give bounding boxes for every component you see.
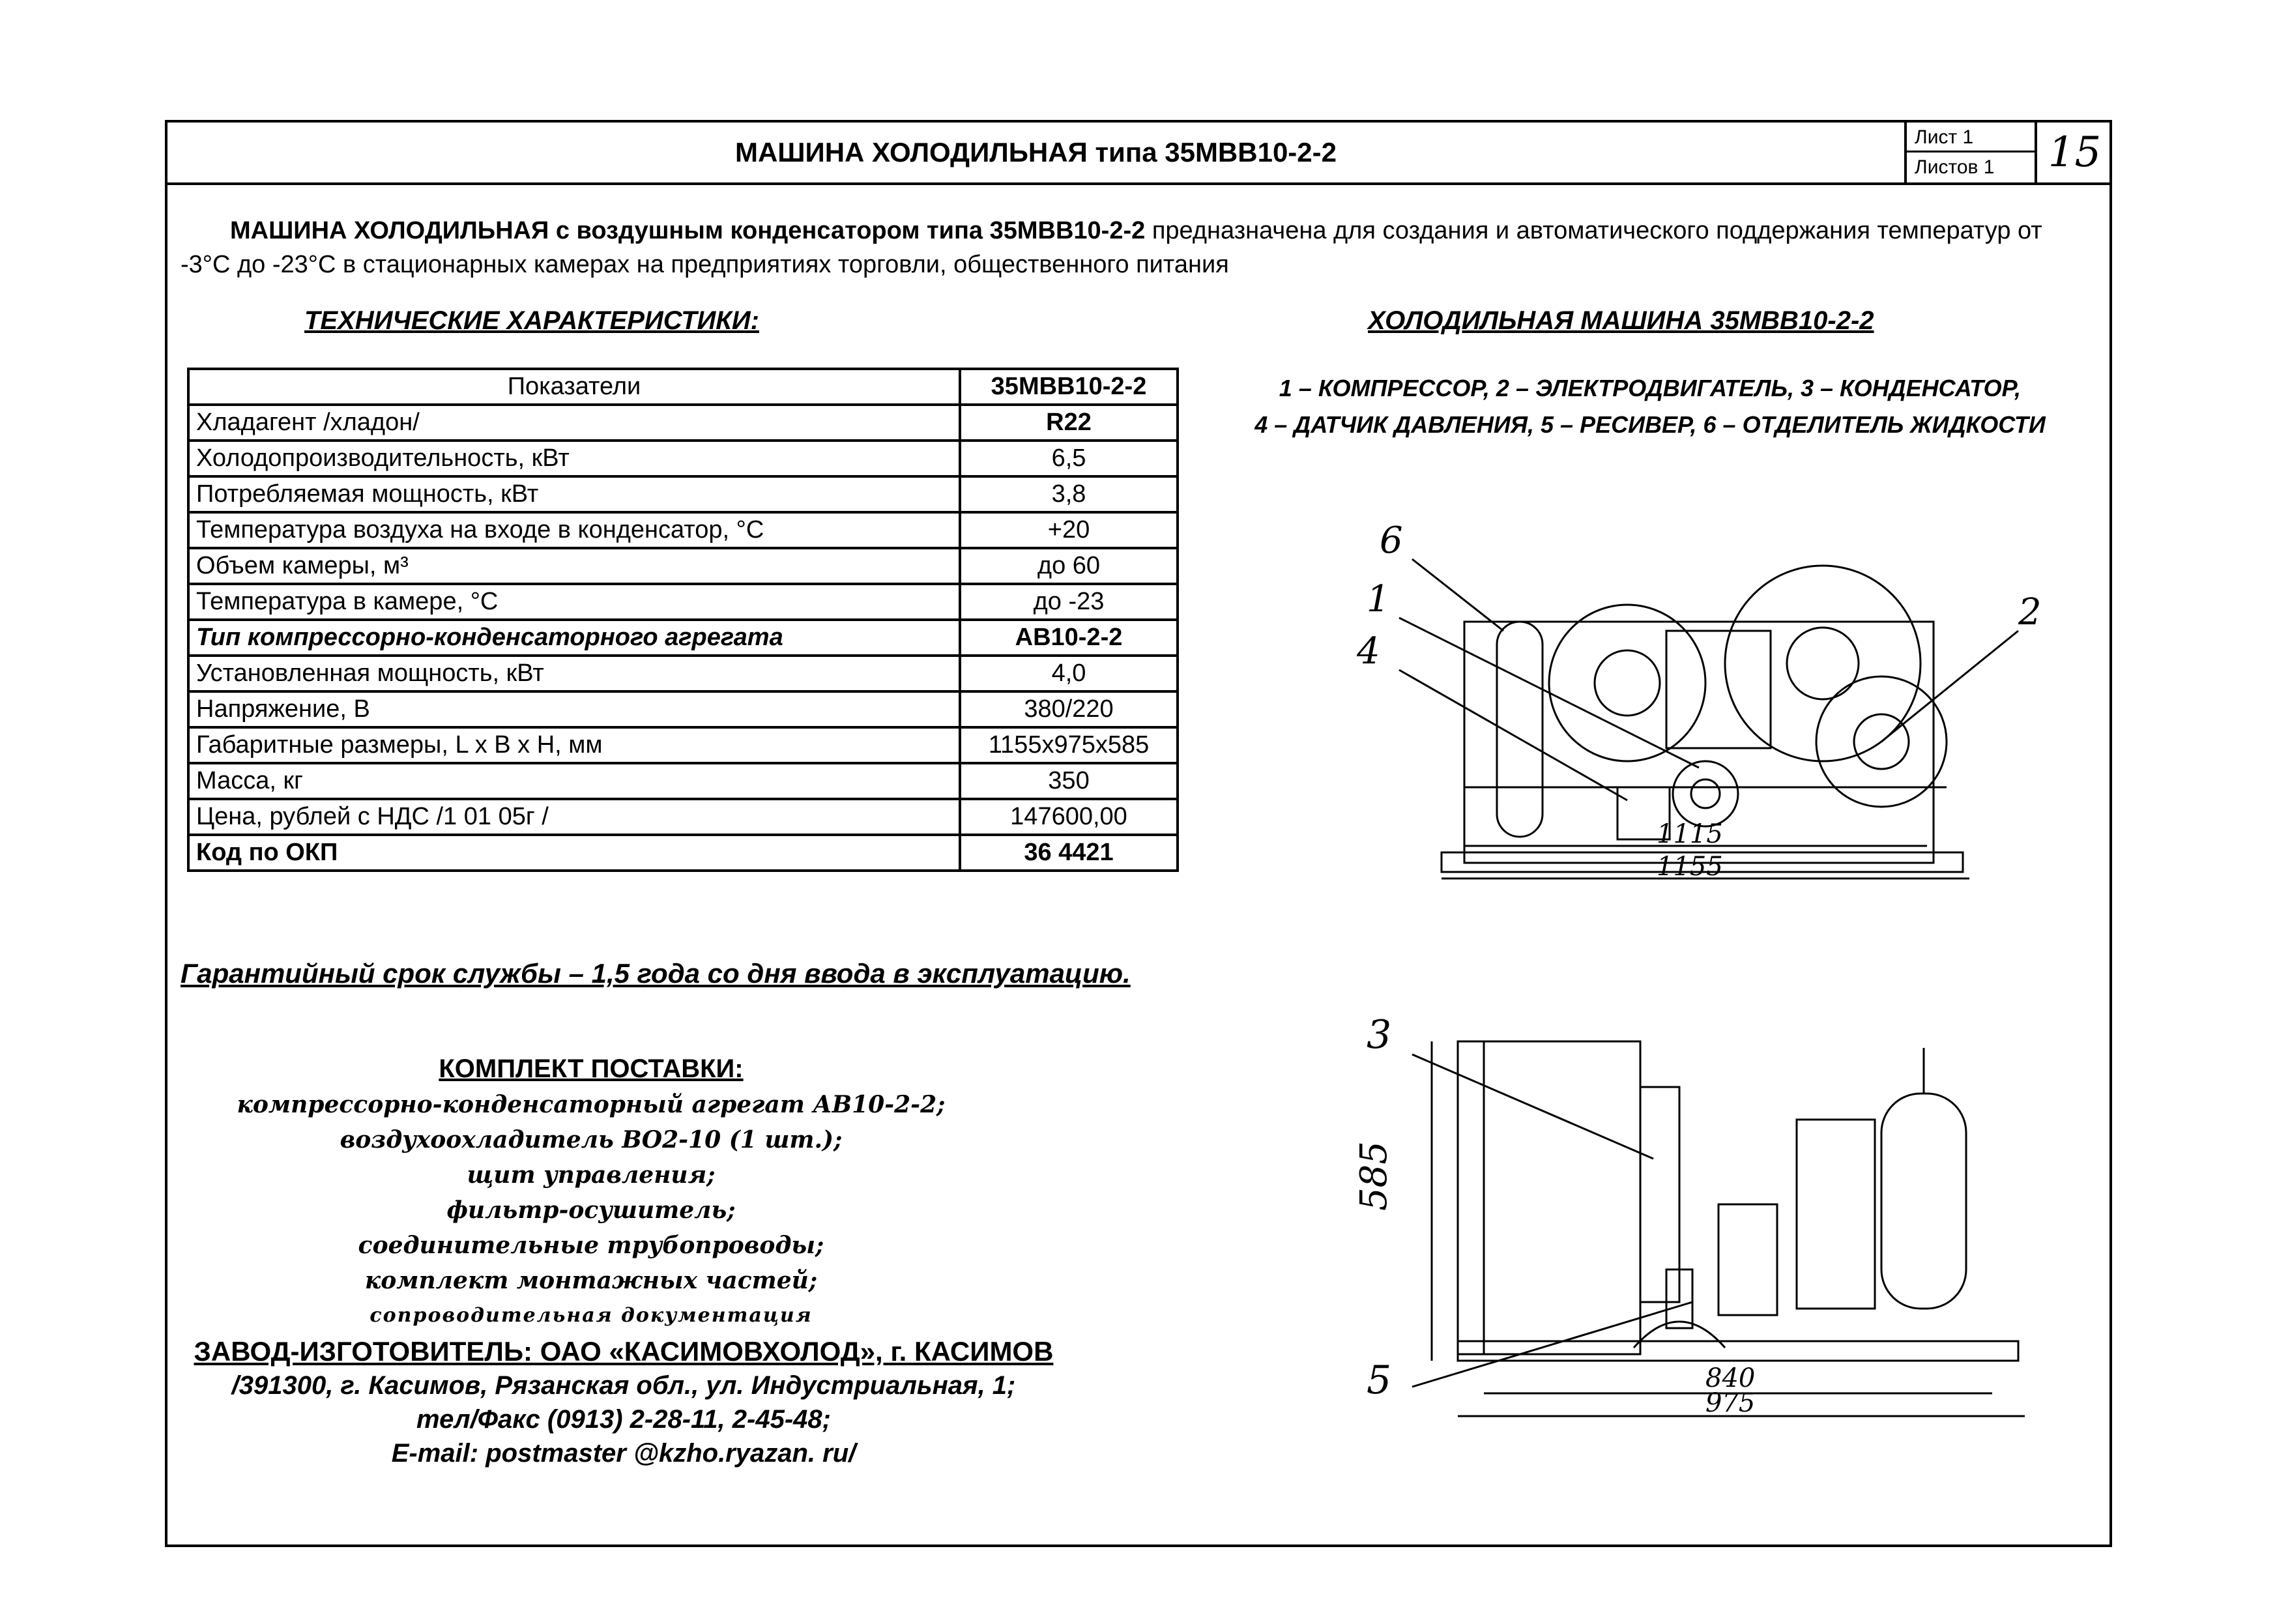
row-value: 380/220 [960,691,1178,727]
table-row [188,405,1178,441]
fan-right [1725,566,1920,761]
dim-1115: 1115 [1657,819,1723,849]
compressor-shaft [1691,779,1720,808]
manufacturer-block [167,1335,1080,1470]
row-label: Температура в камере, °С [188,584,960,620]
row-label: Масса, кг [188,763,960,799]
manufacturer-email: E-mail: postmaster @kzho.ryazan. ru/ [391,1439,856,1468]
leader-5 [1412,1302,1692,1387]
machine-side-drawing [1327,1009,2109,1439]
manufacturer-phone: тел/Факс (0913) 2-28-11, 2-45-48; [416,1405,831,1434]
tech-title: ТЕХНИЧЕСКИЕ ХАРАКТЕРИСТИКИ: [304,306,759,335]
compressor-crank [1673,761,1738,826]
sheet-label: Лист 1 [1907,123,2035,152]
label-4: 4 [1357,630,1380,673]
dim-1155: 1155 [1657,852,1723,882]
intro-bold: МАШИНА ХОЛОДИЛЬНАЯ с воздушным конденсатором типа 35МВВ10-2-2 [230,217,1146,244]
row-label: Напряжение, В [188,691,960,727]
leader-3 [1412,1054,1653,1159]
base-side [1458,1341,2018,1361]
kit-title: КОМПЛЕКТ ПОСТАВКИ: [439,1054,744,1083]
page-frame [165,120,2112,1547]
row-label: Объем камеры, м³ [188,548,960,584]
legend-line-1: 1 – КОМПРЕССОР, 2 – ЭЛЕКТРОДВИГАТЕЛЬ, 3 – КОНДЕНСАТОР, [1279,375,2022,401]
table-header-row [188,369,1178,405]
table-header-label: Показатели [188,369,960,405]
table-row [188,763,1178,799]
spec-table [187,368,1179,872]
leader-6 [1412,559,1503,631]
row-label: Хладагент /хладон/ [188,405,960,441]
leader-4 [1399,670,1627,800]
manufacturer-name: ЗАВОД-ИЗГОТОВИТЕЛЬ: ОАО «КАСИМОВХОЛОД», г. КАСИМОВ [194,1336,1054,1367]
kit-item: воздухоохладитель ВО2-10 (1 шт.); [340,1126,843,1153]
label-2: 2 [2018,591,2042,633]
row-label: Потребляемая мощность, кВт [188,476,960,512]
drawing-legend [1187,370,2113,443]
kit-item: комплект монтажных частей; [364,1267,818,1294]
label-6: 6 [1380,519,1403,562]
dim-585: 585 [1353,1141,1395,1211]
condenser [1458,1041,1640,1354]
row-label: Температура воздуха на входе в конденсатор, °С [188,512,960,548]
label-3: 3 [1367,1012,1392,1058]
compressor-side [1718,1204,1777,1315]
table-row [188,835,1178,871]
leader-2 [1881,631,2018,742]
row-value: +20 [960,512,1178,548]
row-value: 6,5 [960,441,1178,476]
fan-left [1549,605,1705,761]
motor-side [1797,1120,1875,1309]
fan-right-hub [1787,628,1859,699]
table-row [188,512,1178,548]
dim-975: 975 [1705,1388,1756,1418]
row-label: Тип компрессорно-конденсаторного агрегата [188,620,960,656]
table-row [188,441,1178,476]
table-row [188,584,1178,620]
kit-list [167,1087,1015,1333]
leader-1 [1399,618,1699,768]
table-header-value: 35МВВ10-2-2 [960,369,1178,405]
row-value: до -23 [960,584,1178,620]
receiver-vessel [1881,1094,1966,1309]
row-label: Габаритные размеры, L x B x H, мм [188,727,960,763]
table-row [188,656,1178,691]
kit-item: фильтр-осушитель; [446,1196,736,1224]
table-row [188,799,1178,835]
sheet-info [1904,123,2035,182]
compressor-body [1666,631,1771,748]
intro-paragraph [181,214,2096,282]
manufacturer-address: /391300, г. Касимов, Рязанская обл., ул. Индустриальная, 1; [231,1371,1016,1400]
row-value: 1155x975x585 [960,727,1178,763]
kit-item: компрессорно-конденсаторный агрегат АВ10-2-2; [237,1091,946,1118]
table-row [188,548,1178,584]
dim-840: 840 [1705,1363,1756,1393]
row-value: 36 4421 [960,835,1178,871]
row-value: 147600,00 [960,799,1178,835]
machine-front-drawing [1184,481,2109,885]
row-label: Цена, рублей с НДС /1 01 05г / [188,799,960,835]
kit-item: соединительные трубопроводы; [358,1232,824,1259]
row-label: Холодопроизводительность, кВт [188,441,960,476]
table-row [188,691,1178,727]
page-title: МАШИНА ХОЛОДИЛЬНАЯ типа 35МВВ10-2-2 [734,137,1337,167]
row-value: 3,8 [960,476,1178,512]
row-value: до 60 [960,548,1178,584]
row-value: R22 [960,405,1178,441]
warranty-note: Гарантийный срок службы – 1,5 года со дня ввода в эксплуатацию. [181,958,1131,989]
label-5: 5 [1367,1357,1392,1403]
fan-left-hub [1595,650,1660,716]
sheet-number: 15 [2035,123,2112,182]
row-value: АВ10-2-2 [960,620,1178,656]
row-value: 350 [960,763,1178,799]
drawing-title: ХОЛОДИЛЬНАЯ МАШИНА 35МВВ10-2-2 [1368,306,1874,335]
sheets-label: Листов 1 [1915,156,1995,178]
kit-item: щит управления; [467,1161,716,1189]
row-label: Установленная мощность, кВт [188,656,960,691]
row-label: Код по ОКП [188,835,960,871]
table-row [188,620,1178,656]
intro-text: предназначена для создания и автоматического поддержания температур от -3°С до -23°С в стационарных камерах на предприятиях торговли, общественного питания [181,217,2042,278]
receiver-dome [1634,1322,1725,1348]
title-block [167,123,2109,185]
kit-item: сопроводительная документация [370,1304,813,1327]
table-row [188,727,1178,763]
label-1: 1 [1367,578,1390,620]
row-value: 4,0 [960,656,1178,691]
legend-line-2: 4 – ДАТЧИК ДАВЛЕНИЯ, 5 – РЕСИВЕР, 6 – ОТДЕЛИТЕЛЬ ЖИДКОСТИ [1254,411,2046,438]
table-row [188,476,1178,512]
